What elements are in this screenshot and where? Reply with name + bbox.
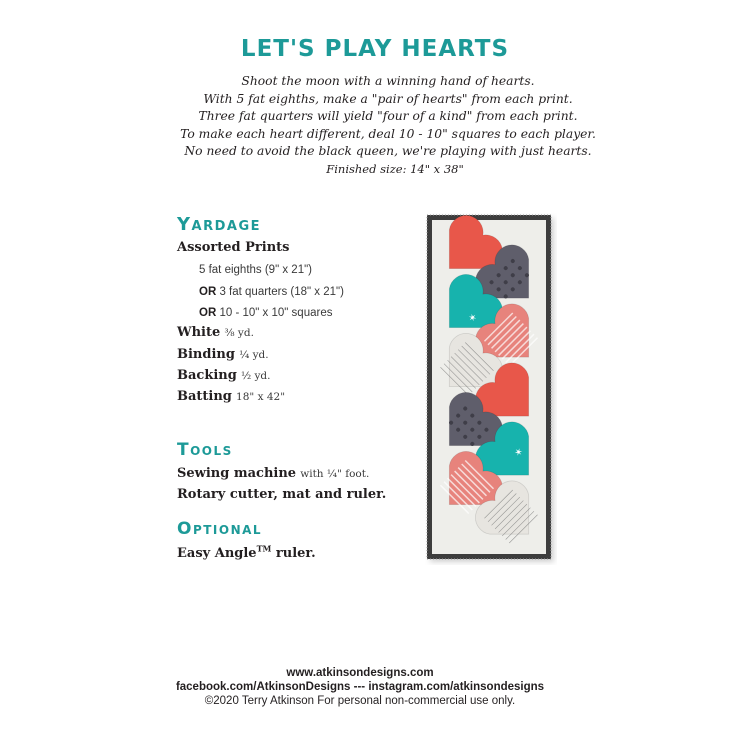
backing-label: Backing [177,368,237,383]
facebook-link[interactable]: facebook.com/AtkinsonDesigns [175,681,351,693]
sewing-machine-row [177,466,369,481]
or-label: OR [199,286,217,298]
sewing-machine-detail: with ¼" foot. [300,468,370,480]
binding-row [177,347,269,362]
easy-angle-row [177,544,316,561]
intro-line: Three fat quarters will yield "four of a kind" from each print. [198,109,578,123]
white-row [177,325,254,340]
rotary-cutter-text: Rotary cutter, mat and ruler. [177,487,387,502]
copyright-notice: ©2020 Terry Atkinson For personal non-commercial use only. [204,695,516,707]
yardage-heading: Yardage [177,214,262,235]
binding-label: Binding [177,347,235,362]
or-label: OR [199,307,217,319]
separator: --- [353,681,366,693]
tools-heading: Tools [177,440,233,460]
squares-text: 10 - 10" x 10" squares [219,307,333,319]
fat-quarters-text: 3 fat quarters (18" x 21") [219,286,344,298]
easy-angle-suffix: ruler. [271,546,316,562]
quilt-image [425,213,557,565]
batting-label: Batting [177,389,232,404]
backing-amount: ½ yd. [240,370,271,382]
star-icon: ✶ [512,445,527,460]
optional-heading: Optional [177,519,263,539]
quilt-photo [425,213,557,565]
assorted-prints-text: Assorted Prints [177,240,290,255]
backing-row [177,368,270,383]
trademark-mark: TM [256,544,272,554]
easy-angle-label: Easy Angle [177,546,257,562]
white-amount: ⅜ yd. [224,327,254,339]
fat-quarters-option [199,286,344,298]
intro-line: No need to avoid the black queen, we're playing with just hearts. [184,144,592,158]
white-label: White [177,325,221,340]
intro-line: With 5 fat eighths, make a "pair of hearts" from each print. [203,91,573,106]
batting-row [177,389,285,404]
intro-line: To make each heart different, deal 10 - 10" squares to each player. [180,126,596,141]
social-links [0,681,720,693]
binding-amount: ¼ yd. [239,349,269,361]
rotary-cutter-row [177,487,386,502]
intro-text [0,73,750,161]
instagram-link[interactable]: instagram.com/atkinsondesigns [368,681,545,693]
intro-line: Shoot the moon with a winning hand of hearts. [241,74,535,88]
batting-amount: 18" x 42" [236,391,286,403]
squares-option [199,307,332,319]
finished-size: Finished size: 14" x 38" [326,162,464,176]
assorted-prints-label [177,240,289,255]
sewing-machine-label: Sewing machine [177,466,297,481]
page-title: LET'S PLAY HEARTS [240,36,510,62]
fat-eighths-option: 5 fat eighths (9" x 21") [199,264,313,276]
website-link[interactable]: www.atkinsondesigns.com [286,667,434,679]
star-icon: ✶ [464,311,479,326]
